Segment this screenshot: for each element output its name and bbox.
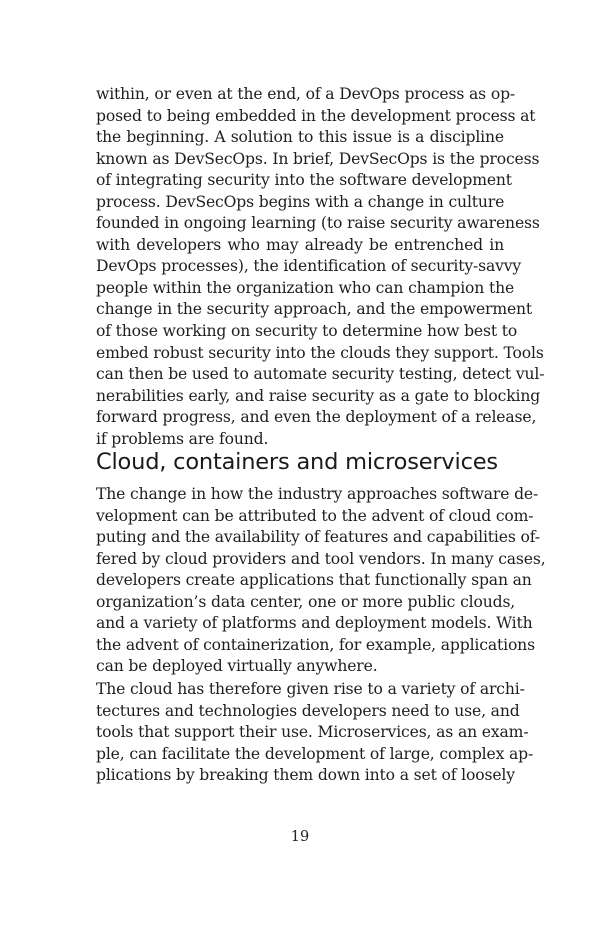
text-line: The cloud has therefore given rise to a variety of archi- [96, 680, 525, 698]
text-line: posed to being embedded in the development process at [96, 106, 536, 125]
text-line: developers create applications that functionally span an [96, 571, 532, 590]
text-line: velopment can be attributed to the advent of cloud com- [96, 506, 534, 525]
text-line: process. DevSecOps begins with a change in culture [96, 192, 505, 211]
text-line: change in the security approach, and the empowerment [96, 300, 533, 319]
paragraph-devsecops [96, 84, 545, 450]
section-heading: Cloud, containers and microservices [96, 449, 498, 475]
page-number: 19 [290, 829, 310, 845]
text-line: of integrating security into the software development [96, 171, 512, 190]
text-line: if problems are found. [96, 429, 269, 448]
paragraph-cloud-change [96, 484, 546, 678]
text-line: organization’s data center, one or more public clouds, [96, 592, 516, 611]
text-line: nerabilities early, and raise security as a gate to blocking [96, 386, 541, 405]
text-line: known as DevSecOps. In brief, DevSecOps is the process [96, 149, 540, 168]
text-line: and a variety of platforms and deployment models. With [96, 614, 533, 633]
text-line: embed robust security into the clouds they support. Tools [96, 343, 544, 362]
text-line: the advent of containerization, for example, applications [96, 635, 535, 654]
text-line: plications by breaking them down into a set of loosely [96, 766, 515, 785]
text-line: ple, can facilitate the development of large, complex ap- [96, 744, 534, 763]
text-line: forward progress, and even the deployment of a release, [96, 408, 537, 427]
text-line: puting and the availability of features and capabilities of- [96, 528, 540, 547]
text-line: tools that support their use. Microservices, as an exam- [96, 723, 529, 742]
text-line: can then be used to automate security testing, detect vul- [96, 365, 545, 384]
text-line: tectures and technologies developers need to use, and [96, 701, 520, 720]
text-line: people within the organization who can champion the [96, 278, 515, 297]
paragraph-microservices [96, 679, 534, 787]
text-line: the beginning. A solution to this issue is a discipline [96, 128, 504, 147]
text-line: of those working on security to determine how best to [96, 322, 518, 341]
text-line: The change in how the industry approaches software de- [96, 485, 539, 503]
text-line: DevOps processes), the identification of security-savvy [96, 257, 522, 276]
text-line: with developers who may already be entrenched in [96, 235, 504, 254]
text-line: fered by cloud providers and tool vendors. In many cases, [96, 549, 546, 568]
text-line: founded in ongoing learning (to raise security awareness [96, 214, 540, 233]
text-line: within, or even at the end, of a DevOps process as op- [96, 85, 516, 103]
text-line: can be deployed virtually anywhere. [96, 657, 378, 676]
